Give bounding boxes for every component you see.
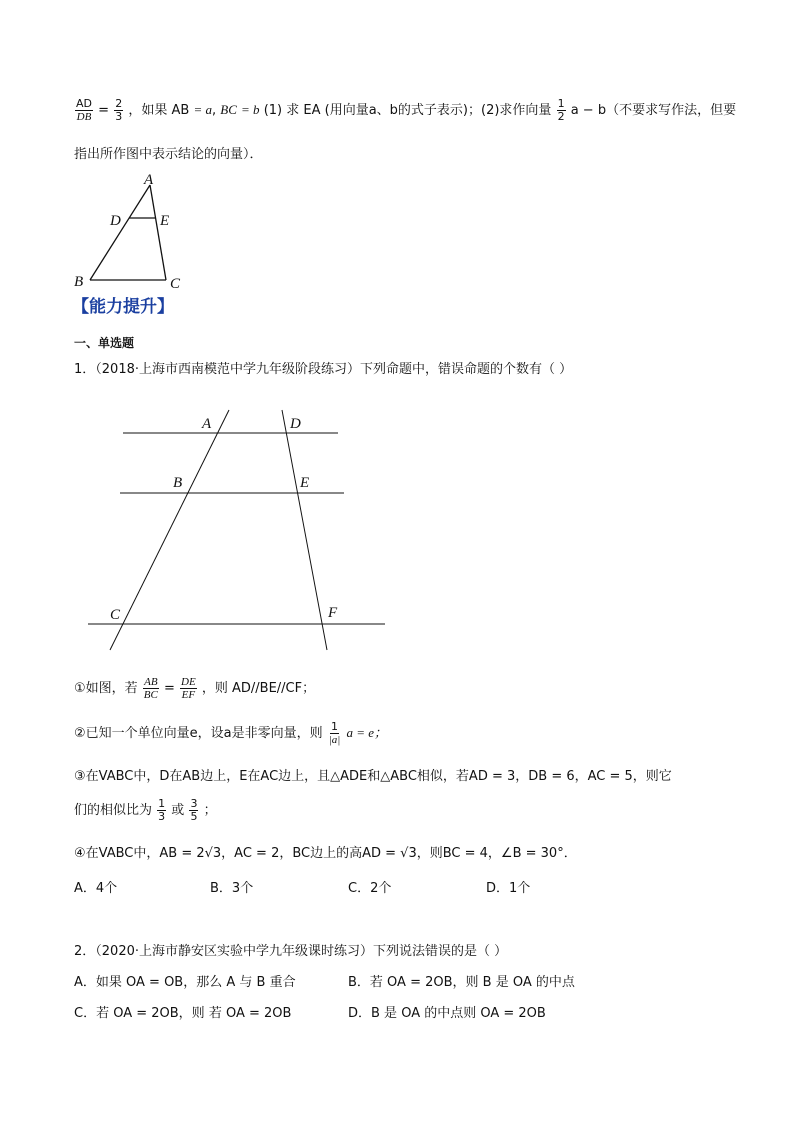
label-f: F	[328, 605, 338, 621]
top-line-1: $\frac{AD}{DB}$ = $\frac{2}{3}$ ，如果 AB = a, BC = b (1) 求 EA (用向量a、b的式子表示)；(2)求作向量 $\frac{1}{2}$ a − b（不要求写作法，但要	[76, 97, 737, 123]
q1-item-4: ④在VABC中，AB = 2√3，AC = 2，BC边上的高AD = √3，则BC = 4，∠B = 30°．	[74, 846, 577, 861]
value-den: 3	[115, 110, 123, 123]
label-e: E	[300, 475, 310, 491]
item3-f1-den: 3	[158, 810, 166, 823]
frac-num: AD	[76, 97, 92, 110]
item1-f2-den: EF	[181, 689, 196, 701]
label-a: A	[202, 416, 212, 432]
item2-suffix: a = e；	[346, 725, 388, 740]
half-fraction	[557, 98, 566, 123]
vector-ea: EA	[303, 103, 321, 118]
value-num: 2	[115, 97, 123, 110]
item2-frac	[328, 721, 342, 746]
frac-den: DB	[76, 111, 92, 123]
q2-stem: 2．（2020·上海市静安区实验中学九年级课时练习）下列说法错误的是（ ）	[74, 944, 508, 959]
q1-item-1	[74, 676, 315, 701]
item1-prefix: ①如图，若	[74, 681, 138, 696]
label-d: D	[290, 416, 301, 432]
q1-option-b[interactable]: B．3个	[210, 881, 254, 896]
q2-option-b[interactable]: B．若 OA = 2OB，则 B 是 OA 的中点	[348, 975, 575, 990]
part-1: (1) 求	[263, 103, 300, 118]
eq-b: = b	[241, 102, 260, 117]
q1-option-c[interactable]: C．2个	[348, 881, 392, 896]
transversal-abc	[110, 410, 229, 650]
part-2: a − b（不要求写作法，但要	[570, 103, 737, 118]
value-fraction	[114, 98, 123, 123]
item3-f2-num: 3	[190, 797, 198, 810]
q1-option-d[interactable]: D．1个	[486, 881, 531, 896]
label-b: B	[74, 274, 84, 290]
half-den: 2	[557, 110, 565, 123]
label-c: C	[110, 607, 121, 623]
label-b: B	[173, 475, 183, 491]
item2-prefix: ②已知一个单位向量e，设a是非零向量，则	[74, 726, 323, 741]
item3-frac-2	[189, 798, 198, 823]
q2-option-a[interactable]: A．如果 OA = OB，那么 A 与 B 重合	[74, 975, 296, 990]
item1-f1-den: BC	[143, 689, 158, 701]
item3-f1-num: 1	[158, 797, 166, 810]
vector-bc: BC	[220, 102, 237, 117]
item1-f1-num: AB	[144, 676, 158, 688]
item1-frac-2	[180, 676, 197, 701]
side-ab	[90, 185, 150, 280]
q1-option-a[interactable]: A．4个	[74, 881, 118, 896]
item3-or: 或	[171, 803, 185, 818]
item2-den: |a|	[328, 734, 341, 746]
part-1b: (用向量a、b的式子表示)；(2)求作向量	[324, 103, 552, 118]
label-d: D	[110, 213, 121, 229]
ratio-fraction	[75, 98, 93, 123]
item3-frac-1	[157, 798, 166, 823]
q2-option-c[interactable]: C．若 OA = 2OB，则 若 OA = 2OB	[74, 1006, 292, 1021]
parallel-lines-figure	[80, 405, 390, 655]
item2-num: 1	[331, 720, 339, 733]
ability-heading: 【能力提升】	[72, 297, 174, 317]
transversal-def	[282, 410, 327, 650]
item3-f2-den: 5	[190, 810, 198, 823]
label-a: A	[144, 172, 154, 188]
vector-ab: AB	[171, 103, 190, 118]
item1-eq: =	[164, 681, 175, 696]
q1-stem: 1．（2018·上海市西南模范中学九年级阶段练习）下列命题中，错误命题的个数有（ ）	[74, 362, 573, 377]
item3-prefix: 们的相似比为	[74, 803, 153, 818]
top-line-2: 指出所作图中表示结论的向量）．	[74, 147, 263, 162]
q1-item-3-line-1: ③在VABC中，D在AB边上，E在AC边上，且△ADE和△ABC相似，若AD = 3，DB = 6，AC = 5，则它	[74, 769, 672, 784]
item1-frac-1	[143, 676, 159, 701]
q1-item-2	[74, 721, 387, 746]
q1-item-3-line-2	[74, 798, 217, 823]
text-if: ，如果	[128, 103, 168, 118]
triangle-figure	[70, 168, 200, 293]
q2-option-d[interactable]: D．B 是 OA 的中点则 OA = 2OB	[348, 1006, 546, 1021]
eq-a: = a	[193, 102, 212, 117]
label-c: C	[170, 276, 181, 292]
side-ac	[150, 185, 166, 280]
item1-f2-num: DE	[181, 676, 196, 688]
section-title: 一、单选题	[74, 336, 135, 350]
item3-end: ；	[203, 803, 217, 818]
item1-suffix: ，则 AD//BE//CF；	[201, 681, 316, 696]
label-e: E	[160, 213, 170, 229]
half-num: 1	[557, 97, 565, 110]
